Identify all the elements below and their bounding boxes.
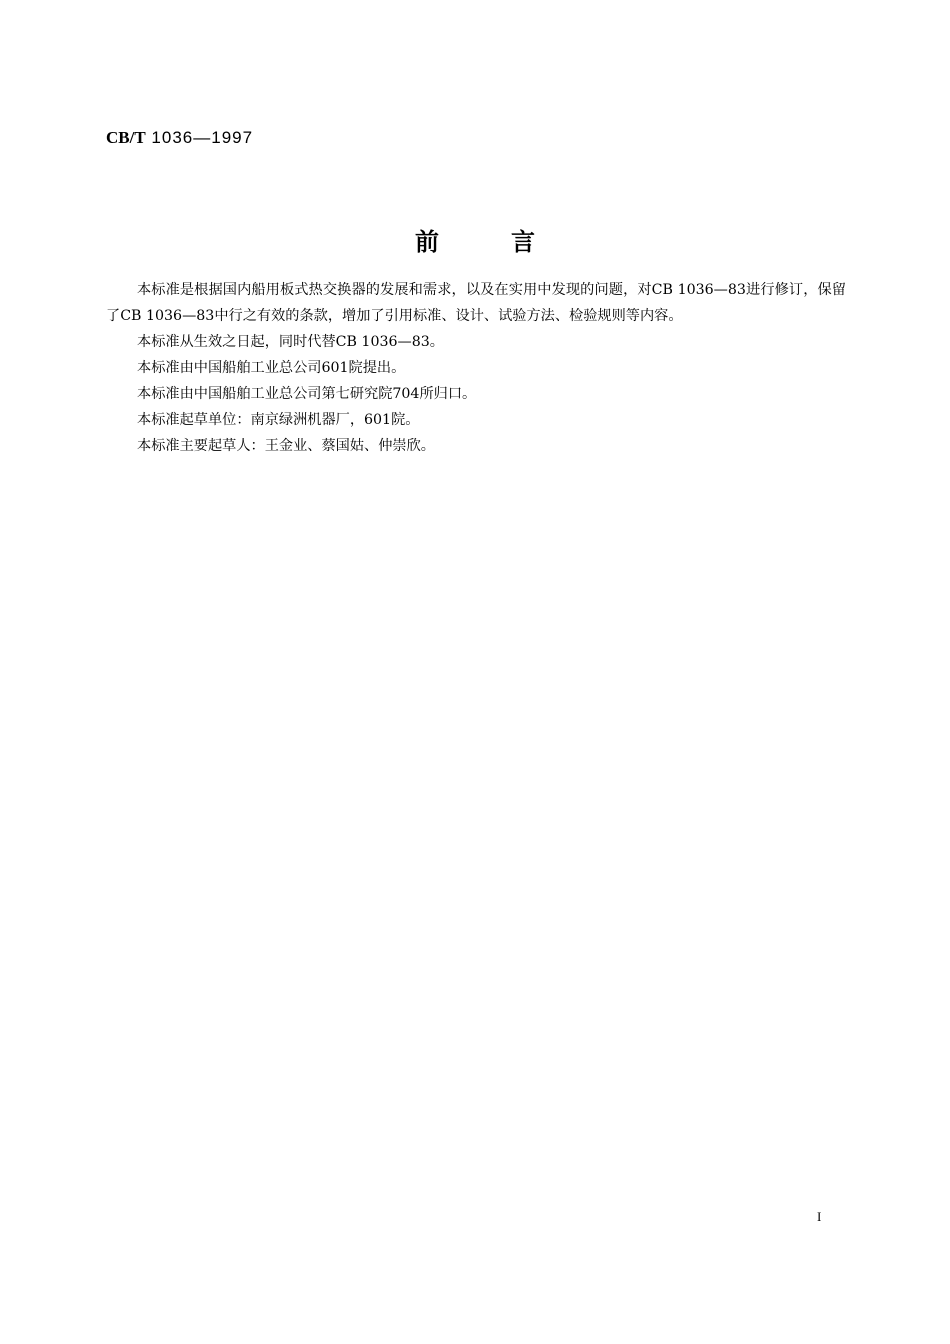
standard-prefix: CB/T [106, 128, 146, 147]
preface-paragraph-administrator: 本标准由中国船舶工业总公司第七研究院704所归口。 [137, 386, 477, 402]
standard-number: 1036—1997 [151, 128, 254, 147]
preface-paragraph-effective: 本标准从生效之日起，同时代替CB 1036—83。 [137, 334, 444, 350]
preface-paragraph-proposer: 本标准由中国船舶工业总公司601院提出。 [137, 360, 406, 376]
preface-paragraph-drafters: 本标准主要起草人：王金业、蔡国姑、仲崇欣。 [137, 438, 435, 454]
preface-paragraph-revision: 本标准是根据国内船用板式热交换器的发展和需求，以及在实用中发现的问题，对CB 1036—83进行修订，保留了CB 1036—83中行之有效的条款，增加了引用标准、设计、试验方法、检验规则等内容。 [106, 282, 846, 324]
section-title: 前言 [415, 227, 607, 256]
preface-body [106, 277, 846, 459]
standard-code [106, 128, 253, 148]
page-number: I [817, 1209, 822, 1224]
preface-paragraph-drafting-units: 本标准起草单位：南京绿洲机器厂，601院。 [137, 412, 420, 428]
